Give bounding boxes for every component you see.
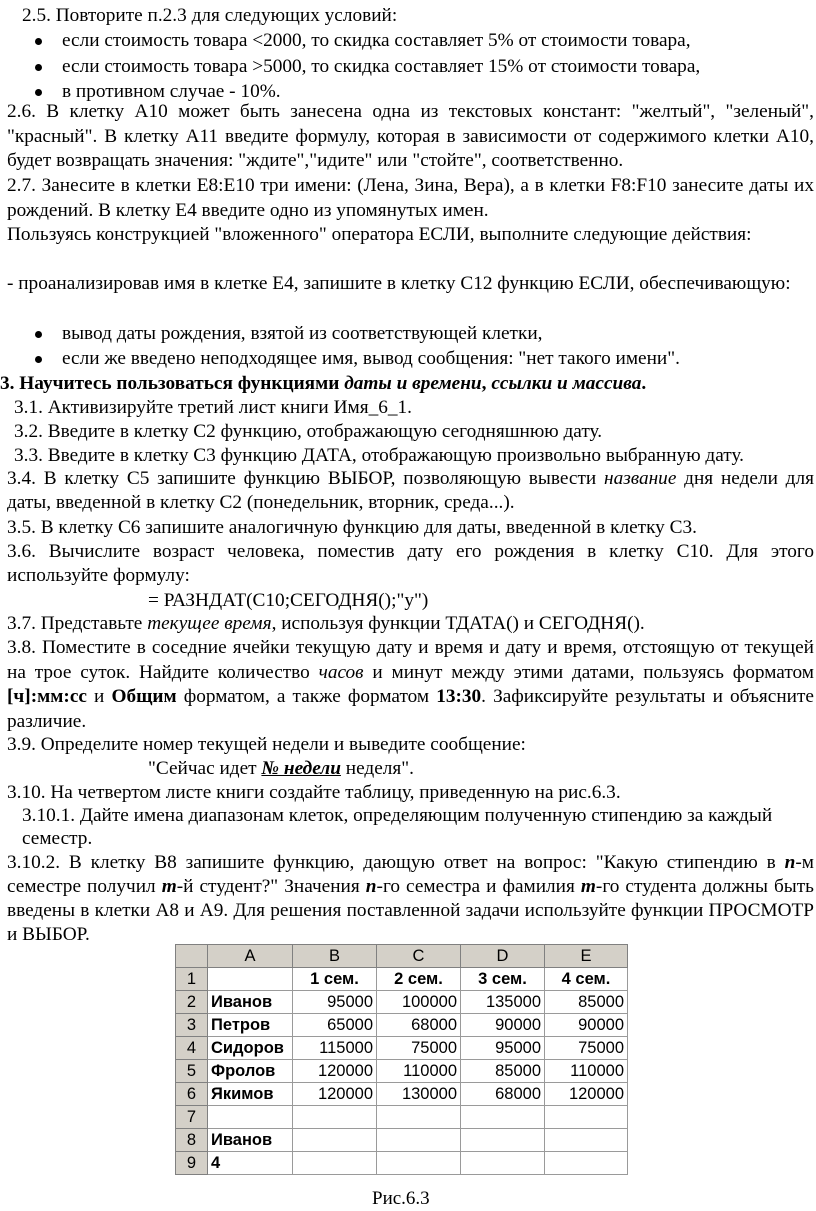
row-header: 4 [176,1037,208,1060]
name-cell: Сидоров [208,1037,293,1060]
column-header-b: B [293,945,377,968]
s36-formula: = РАЗНДАТ(С10;СЕГОДНЯ();"y") [148,590,429,611]
s33-text: 3.3. Введите в клетку С3 функцию ДАТА, отображающую произвольно выбранную дату. [14,445,745,466]
value-cell: 120000 [293,1083,377,1106]
s25-title: 2.5. Повторите п.2.3 для следующих условий: [22,5,398,26]
table-row [176,1037,628,1060]
s27-paragraph-2: Пользуясь конструкцией "вложенного" оператора ЕСЛИ, выполните следующие действия: [7,224,752,245]
s37-text: 3.7. Представьте текущее время, используя функции ТДАТА() и СЕГОДНЯ(). [7,613,645,634]
column-header-e: E [545,945,628,968]
table-row [176,991,628,1014]
s31-text: 3.1. Активизируйте третий лист книги Имя_6_1. [14,397,412,418]
section-3-heading: 3. Научитесь пользоваться функциями даты и времени, ссылки и массива. [0,373,647,394]
semester-header-cell: 2 сем. [377,968,461,991]
s27-paragraph: 2.7. Занесите в клетки Е8:Е10 три имени: (Лена, Зина, Вера), а в клетки F8:F10 занесите даты их рождений. В клетку Е4 введите одно из упомянутых имен. [7,175,814,221]
spreadsheet-figure [175,944,627,1184]
column-header-d: D [461,945,545,968]
bullet-icon [35,64,42,71]
name-cell: Иванов [208,1129,293,1152]
value-cell [293,1152,377,1175]
value-cell [293,1129,377,1152]
value-cell: 90000 [461,1014,545,1037]
s34-paragraph: 3.4. В клетку С5 запишите функцию ВЫБОР, позволяющую вывести название дня недели для даты, введенной в клетку С2 (понедельник, вторник, среда...). [7,468,814,513]
name-cell: Иванов [208,991,293,1014]
value-cell: 130000 [377,1083,461,1106]
name-cell: Якимов [208,1083,293,1106]
row-header: 3 [176,1014,208,1037]
bullet-icon [35,356,42,363]
name-cell [208,968,293,991]
value-cell: 120000 [293,1060,377,1083]
figure-caption: Рис.6.3 [372,1188,430,1209]
s27-paragraph-3: - проанализировав имя в клетке Е4, запишите в клетку С12 функцию ЕСЛИ, обеспечивающую: [7,273,791,294]
spreadsheet-table [175,944,628,1175]
semester-header-cell: 3 сем. [461,968,545,991]
row-header: 2 [176,991,208,1014]
value-cell: 115000 [293,1037,377,1060]
value-cell [461,1129,545,1152]
value-cell: 75000 [545,1037,628,1060]
s26-paragraph: 2.6. В клетку А10 может быть занесена одна из текстовых констант: "желтый", "зеленый", "красный". В клетку А11 введите формулу, которая в зависимости от содержимого клетки А10, будет возвращать значения: "ждите","идите" или "стойте", соответственно. [7,101,814,171]
bullet-icon [35,331,42,338]
s39-text: 3.9. Определите номер текущей недели и выведите сообщение: [7,734,526,755]
value-cell [377,1106,461,1129]
s35-text: 3.5. В клетку С6 запишите аналогичную функцию для даты, введенной в клетку С3. [7,517,697,538]
row-header: 5 [176,1060,208,1083]
s36-paragraph: 3.6. Вычислите возраст человека, поместив дату его рождения в клетку С10. Для этого используйте формулу: [7,541,814,586]
column-header-row [176,945,628,968]
s3101-text: 3.10.1. Дайте имена диапазонам клеток, определяющим полученную стипендию за каждый семестр. [22,805,773,850]
name-cell: Петров [208,1014,293,1037]
table-row [176,968,628,991]
value-cell: 68000 [461,1083,545,1106]
value-cell [377,1129,461,1152]
name-cell: 4 [208,1152,293,1175]
column-header-a: A [208,945,293,968]
value-cell: 90000 [545,1014,628,1037]
table-row [176,1106,628,1129]
value-cell: 75000 [377,1037,461,1060]
table-row [176,1014,628,1037]
value-cell: 135000 [461,991,545,1014]
value-cell: 110000 [545,1060,628,1083]
semester-header-cell: 4 сем. [545,968,628,991]
value-cell [545,1152,628,1175]
value-cell: 85000 [461,1060,545,1083]
bullet-icon [35,38,42,45]
row-header: 8 [176,1129,208,1152]
value-cell: 65000 [293,1014,377,1037]
value-cell: 95000 [461,1037,545,1060]
column-header-c: C [377,945,461,968]
value-cell [377,1152,461,1175]
name-cell [208,1106,293,1129]
value-cell: 85000 [545,991,628,1014]
s310-text: 3.10. На четвертом листе книги создайте таблицу, приведенную на рис.6.3. [7,782,621,803]
table-row [176,1129,628,1152]
value-cell [293,1106,377,1129]
row-header: 1 [176,968,208,991]
value-cell: 110000 [377,1060,461,1083]
value-cell [461,1152,545,1175]
name-cell: Фролов [208,1060,293,1083]
value-cell: 95000 [293,991,377,1014]
row-header: 7 [176,1106,208,1129]
row-header: 6 [176,1083,208,1106]
value-cell [461,1106,545,1129]
s38-paragraph: 3.8. Поместите в соседние ячейки текущую дату и время и дату и время, отстоящую от текущей на трое суток. Найдите количество часов и минут между этими датами, пользуясь форматом [ч]:мм:сс и Общим форматом, а также форматом 13:30. Зафиксируйте результаты и объясните различие. [7,637,814,732]
semester-header-cell: 1 сем. [293,968,377,991]
table-row [176,1083,628,1106]
value-cell [545,1106,628,1129]
bullet-icon [35,89,42,96]
corner-cell [176,945,208,968]
value-cell: 120000 [545,1083,628,1106]
value-cell [545,1129,628,1152]
s32-text: 3.2. Введите в клетку С2 функцию, отображающую сегодняшнюю дату. [14,421,603,442]
row-header: 9 [176,1152,208,1175]
s3102-paragraph: 3.10.2. В клетку В8 запишите функцию, дающую ответ на вопрос: "Какую стипендию в n-м семестре получил m-й студент?" Значения n-го семестра и фамилия m-го студента должны быть введены в клетки А8 и А9. Для решения поставленной задачи используйте функции ПРОСМОТР и ВЫБОР. [7,852,815,945]
value-cell: 100000 [377,991,461,1014]
table-row [176,1060,628,1083]
s39-message: "Сейчас идет № недели неделя". [148,758,414,779]
value-cell: 68000 [377,1014,461,1037]
table-row [176,1152,628,1175]
